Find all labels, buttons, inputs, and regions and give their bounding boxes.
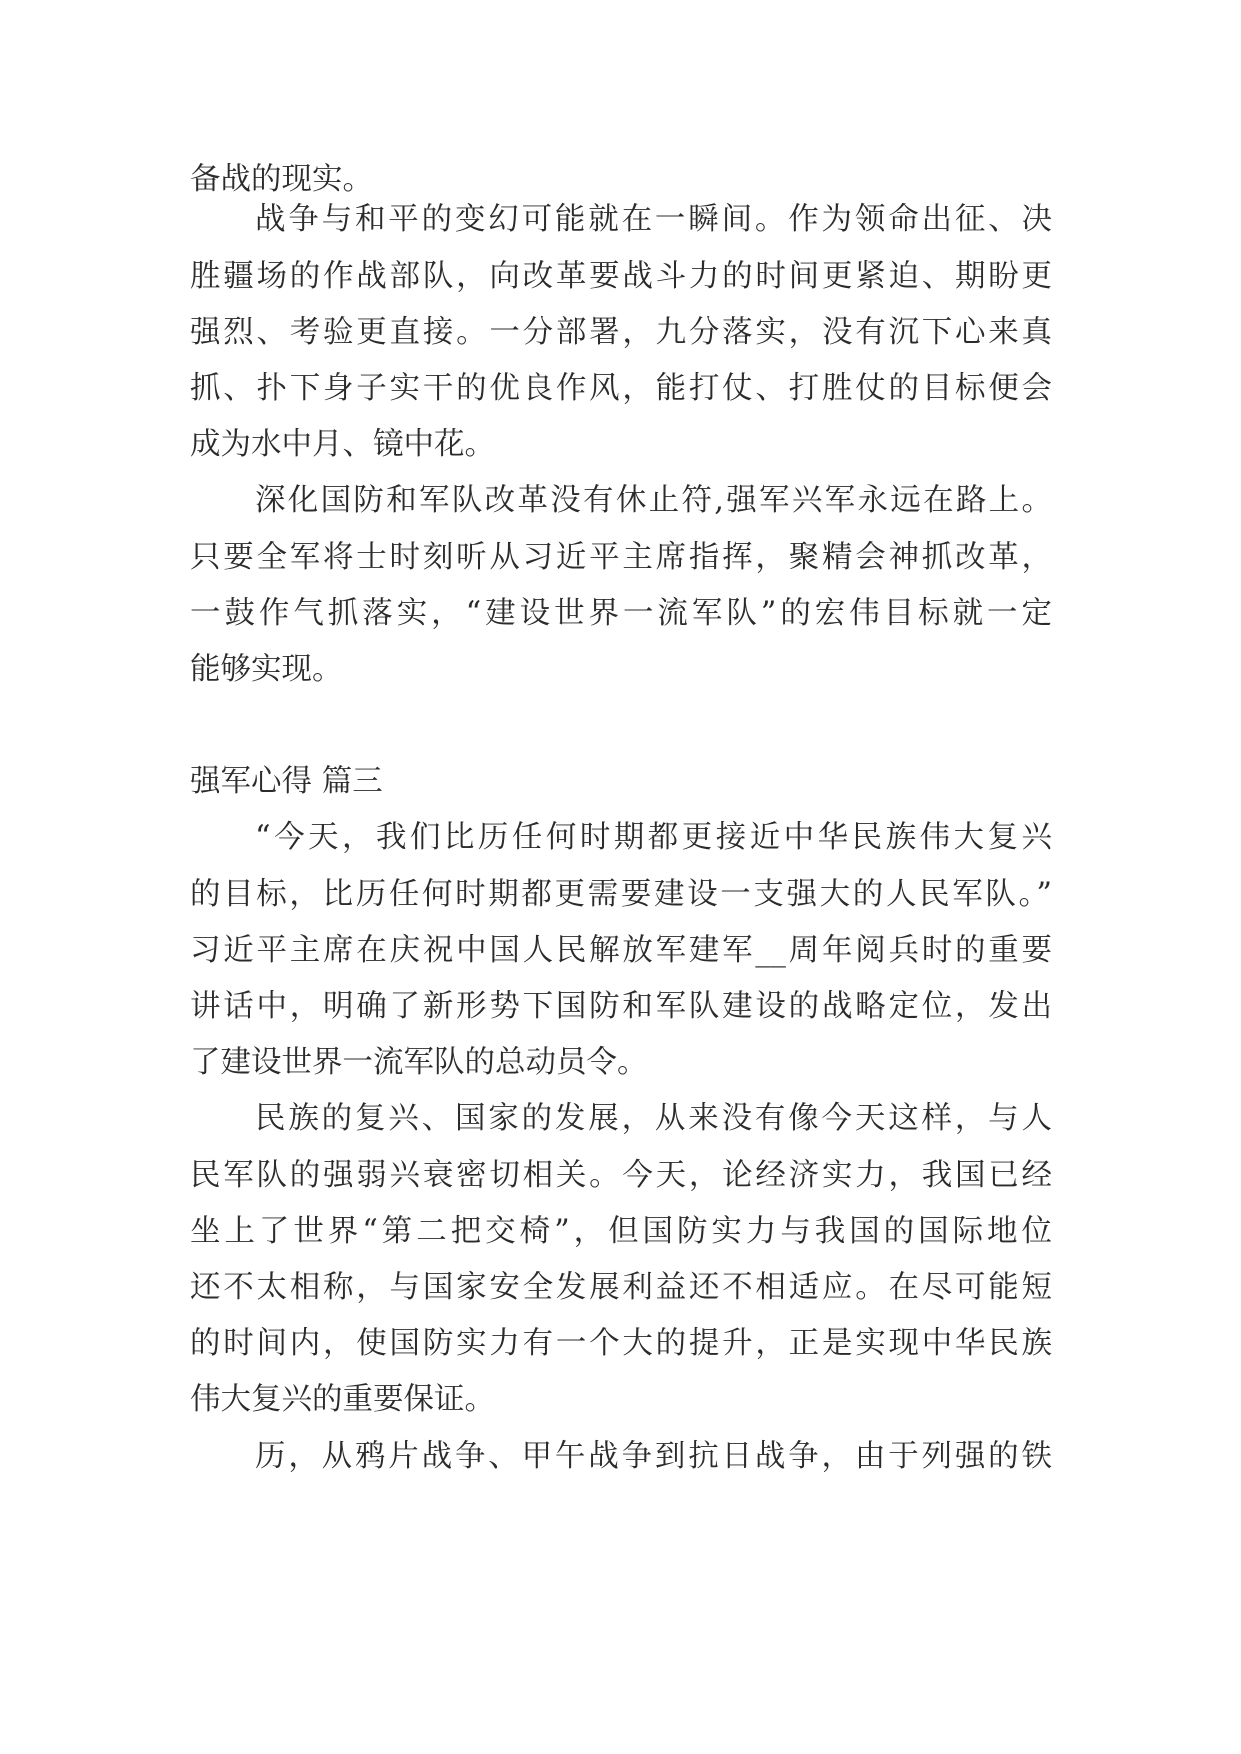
text-line: 伟大复兴的重要保证。 (190, 1382, 495, 1417)
text-line: “今天，我们比历任何时期都更接近中华民族伟大复兴 (255, 820, 1052, 855)
text-line: 的时间内，使国防实力有一个大的提升，正是实现中华民族 (190, 1326, 1052, 1361)
text-line: 抓、扑下身子实干的优良作风，能打仗、打胜仗的目标便会 (190, 371, 1052, 406)
text-line: 备战的现实。 (190, 162, 373, 197)
text-line: 深化国防和军队改革没有休止符,强军兴军永远在路上。 (255, 483, 1052, 518)
text-line: 坐上了世界“第二把交椅”，但国防实力与我国的国际地位 (190, 1214, 1052, 1249)
text-line: 成为水中月、镜中花。 (190, 427, 495, 462)
section-heading: 强军心得 篇三 (190, 764, 383, 799)
text-line: 讲话中，明确了新形势下国防和军队建设的战略定位，发出 (190, 989, 1052, 1024)
text-line: 强烈、考验更直接。一分部署，九分落实，没有沉下心来真 (190, 315, 1052, 350)
text-line: 历，从鸦片战争、甲午战争到抗日战争，由于列强的铁 (255, 1439, 1052, 1474)
text-line: 能够实现。 (190, 652, 343, 687)
text-line: 一鼓作气抓落实，“建设世界一流军队”的宏伟目标就一定 (190, 596, 1052, 631)
text-line: 习近平主席在庆祝中国人民解放军建军__周年阅兵时的重要 (190, 933, 1052, 968)
text-line: 只要全军将士时刻听从习近平主席指挥，聚精会神抓改革， (190, 540, 1052, 575)
text-line: 胜疆场的作战部队，向改革要战斗力的时间更紧迫、期盼更 (190, 259, 1052, 294)
text-line: 还不太相称，与国家安全发展利益还不相适应。在尽可能短 (190, 1270, 1052, 1305)
text-line: 民军队的强弱兴衰密切相关。今天，论经济实力，我国已经 (190, 1158, 1052, 1193)
text-line: 的目标，比历任何时期都更需要建设一支强大的人民军队。” (190, 877, 1052, 912)
text-line: 民族的复兴、国家的发展，从来没有像今天这样，与人 (255, 1101, 1052, 1136)
text-line: 了建设世界一流军队的总动员令。 (190, 1045, 648, 1080)
text-line: 战争与和平的变幻可能就在一瞬间。作为领命出征、决 (255, 202, 1052, 237)
